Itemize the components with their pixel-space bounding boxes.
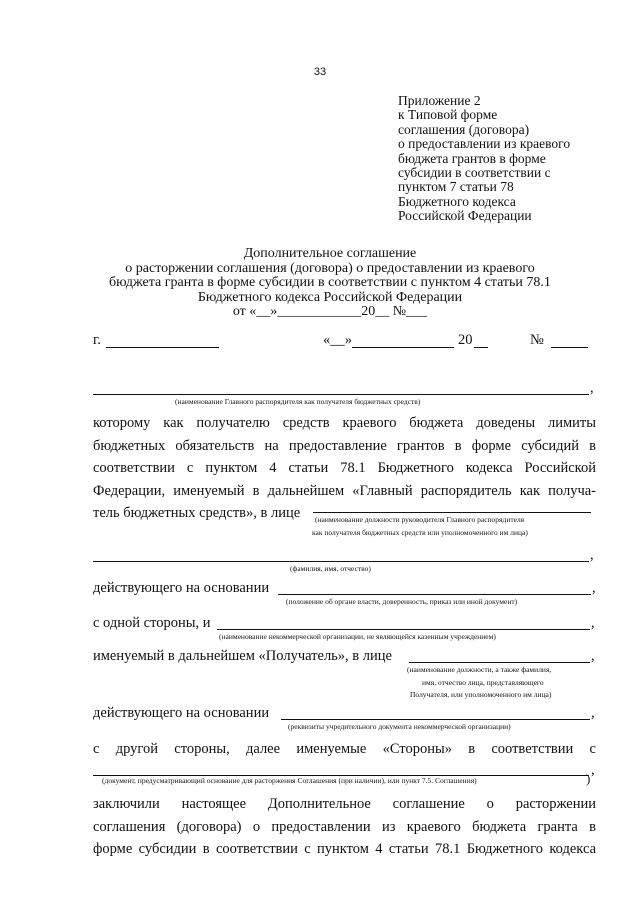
appendix-line: Приложение 2 <box>398 93 481 108</box>
head-position-field[interactable] <box>313 512 591 513</box>
appendix-line: Бюджетного кодекса <box>398 193 516 209</box>
full-name-field[interactable] <box>93 561 589 562</box>
date-month-field[interactable] <box>352 347 454 348</box>
paragraph-line: бюджетных обязательств на предоставление грантов в форме субсидий в <box>93 437 596 454</box>
charter-field[interactable] <box>281 719 590 720</box>
paragraph-line: форме субсидии в соответствии с пунктом 4 статьи 78.1 Бюджетного кодекса <box>93 841 596 857</box>
comma: , <box>591 615 595 631</box>
recipient-hint: (наименование должности, а также фамилия, <box>407 665 552 674</box>
paragraph-concluded <box>93 793 596 861</box>
appendix-line: пунктом 7 статьи 78 <box>398 179 514 195</box>
number-field[interactable] <box>551 347 588 348</box>
date-year: 20 <box>458 332 473 348</box>
parties-line <box>93 738 596 761</box>
charter-hint: (реквизиты учредительного документа некоммерческой организации) <box>288 722 511 731</box>
party-one-label: с одной стороны, и <box>93 615 211 631</box>
appendix-line: к Типовой форме <box>398 107 498 123</box>
comma: , <box>591 762 595 778</box>
main-distributor-hint: (наименование Главного распорядителя как получателя бюджетных средств) <box>175 397 421 406</box>
paragraph-line: соответствии с пунктом 4 статьи 78.1 Бюджетного кодекса Российской <box>93 460 596 476</box>
appendix-header <box>398 94 598 224</box>
paragraph-line: тель бюджетных средств», в лице <box>93 505 301 521</box>
city-prefix: г. <box>93 332 101 348</box>
recipient-label: именуемый в дальнейшем «Получатель», в лице <box>93 648 392 664</box>
main-distributor-field[interactable] <box>93 394 589 395</box>
basis-field[interactable] <box>278 594 591 595</box>
recipient-representative-field[interactable] <box>409 662 590 663</box>
paragraph-line: с другой стороны, далее именуемые «Стороны» в соответствии с <box>93 741 596 757</box>
position-hint: (наименование должности руководителя Главного распорядителя <box>315 515 525 524</box>
recipient-hint: имя, отчество лица, представляющего <box>422 678 544 687</box>
appendix-line: Российской Федерации <box>398 208 532 224</box>
paragraph-recipient-limits <box>93 412 596 525</box>
basis-hint: (положение об органе власти, доверенность, приказ или иной документ) <box>286 597 518 606</box>
paragraph-line: заключили настоящее Дополнительное соглашение о расторжении <box>93 796 596 812</box>
title-line: Бюджетного кодекса Российской Федерации <box>197 289 463 305</box>
paragraph-line: Федерации, именуемый в дальнейшем «Главный распорядитель как получа- <box>93 482 596 499</box>
termination-document-hint: (документ, предусматривающий основание для расторжения Соглашения (при наличии), или пункт 7.5. Соглашения) <box>102 776 477 785</box>
appendix-line: о предоставлении из краевого <box>398 136 571 152</box>
title-line: о расторжении соглашения (договора) о предоставлении из краевого <box>125 260 535 276</box>
title-line: бюджета гранта в форме субсидии в соответствии с пунктом 4 статьи 78.1 <box>109 275 551 290</box>
comma: , <box>590 547 594 563</box>
basis2-label: действующего на основании <box>93 705 270 721</box>
comma: , <box>591 705 595 721</box>
organization-field[interactable] <box>217 629 590 630</box>
comma: , <box>591 648 595 664</box>
title-line: от «__»____________20__ №___ <box>232 304 428 319</box>
comma: , <box>590 380 594 396</box>
basis-label: действующего на основании <box>93 580 270 596</box>
organization-hint: (наименование некоммерческой организации, не являющейся казенным учреждением) <box>219 632 496 641</box>
position-hint: как получателя бюджетных средств или уполномоченного им лица) <box>312 528 528 537</box>
paragraph-line: соглашения (договора) о предоставлении из краевого бюджета гранта в <box>93 818 596 835</box>
appendix-line: соглашения (договора) <box>398 121 530 137</box>
page-number: 33 <box>313 66 327 78</box>
appendix-line: субсидии в соответствии с <box>398 165 551 181</box>
city-field[interactable] <box>106 347 219 348</box>
title-line: Дополнительное соглашение <box>243 246 417 261</box>
appendix-line: бюджета грантов в форме <box>398 150 546 166</box>
number-label: № <box>530 332 544 348</box>
paragraph-line: которому как получателю средств краевого бюджета доведены лимиты <box>93 415 596 431</box>
date-year-field[interactable] <box>474 347 488 348</box>
document-title <box>80 247 580 320</box>
recipient-hint: Получателя, или уполномоченного им лица) <box>410 690 552 699</box>
closing-paren: ) <box>586 771 591 786</box>
full-name-hint: (фамилия, имя, отчество) <box>290 564 371 573</box>
comma: , <box>592 580 596 596</box>
date-open: «__» <box>323 332 352 348</box>
